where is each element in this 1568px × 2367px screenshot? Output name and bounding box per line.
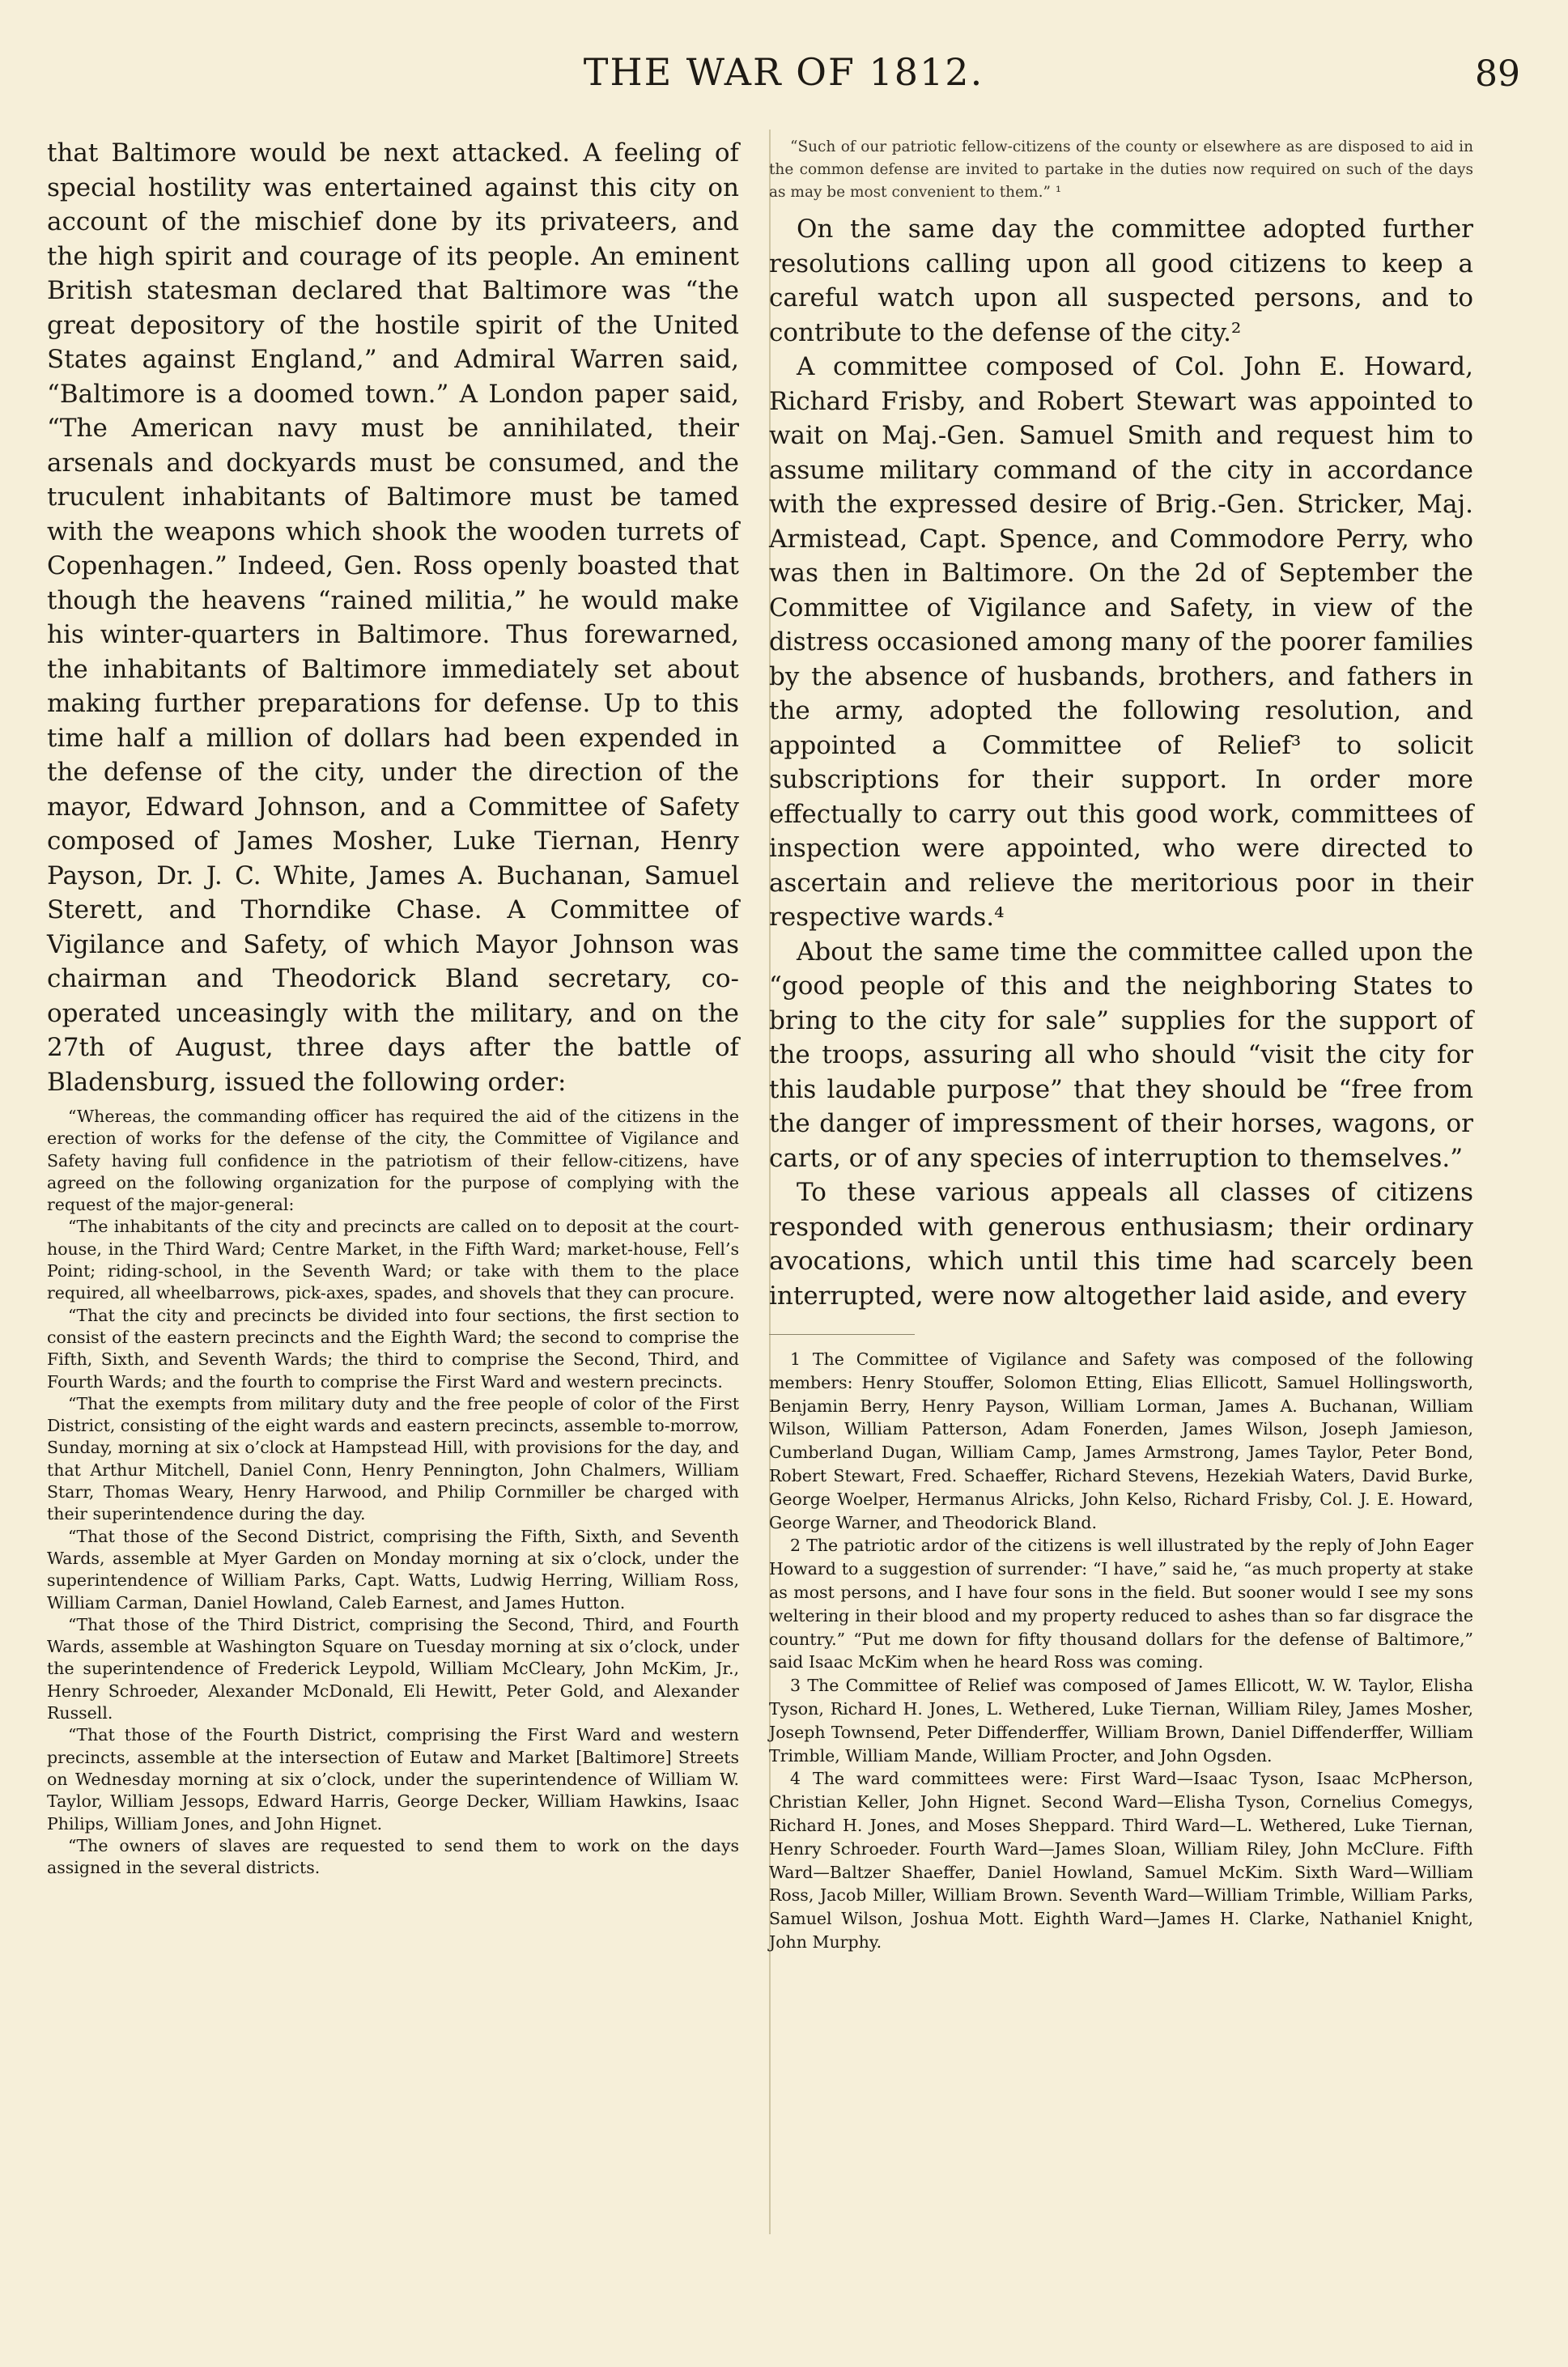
order-quote — [47, 1106, 739, 1879]
quote-paragraph: “The owners of slaves are requested to send them to work on the days assigned in the several districts. — [47, 1835, 739, 1878]
quote-paragraph: “That those of the Second District, comprising the Fifth, Sixth, and Seventh Wards, assemble at Myer Garden on Monday morning at six o’clock, under the superintendence of William Parks, Capt. Watts, Ludwig Herring, William Ross, William Carman, Daniel Howland, Caleb Earnest, and James Hutton. — [47, 1526, 739, 1613]
footnote: 3 The Committee of Relief was composed of James Ellicott, W. W. Taylor, Elisha Tyson, Richard H. Jones, L. Wethered, Luke Tiernan, William Riley, James Mosher, Joseph Townsend, Peter Diffenderffer, William Brown, Daniel Diffenderffer, William Trimble, William Mande, William Procter, and John Ogsden. — [769, 1676, 1473, 1766]
page-header — [47, 50, 1520, 99]
body-paragraph: that Baltimore would be next attacked. A feeling of special hostility was entertained against this city on account of the mischief done by its privateers, and the high spirit and courage of its people. An eminent British statesman declared that Baltimore was “the great depository of the hostile spirit of the United States against England,” and Admiral Warren said, “Baltimore is a doomed town.” A London paper said, “The American navy must be annihilated, their arsenals and dockyards must be consumed, and the truculent inhabitants of Baltimore must be tamed with the weapons which shook the wooden turrets of Copenhagen.” Indeed, Gen. Ross openly boasted that though the heavens “rained militia,” he would make his winter-quarters in Baltimore. Thus forewarned, the inhabitants of Baltimore immediately set about making further preparations for defense. Up to this time half a million of dollars had been expended in the defense of the city, under the direction of the mayor, Edward Johnson, and a Committee of Safety composed of James Mosher, Luke Tiernan, Henry Payson, Dr. J. C. White, James A. Buchanan, Samuel Sterett, and Thorndike Chase. A Committee of Vigilance and Safety, of which Mayor Johnson was chairman and Theodorick Bland secretary, co-operated unceasingly with the military, and on the 27th of August, three days after the battle of Bladensburg, issued the following order: — [47, 138, 739, 1097]
quote-paragraph: “That the city and precincts be divided into four sections, the first section to consist of the eastern precincts and the Eighth Ward; the second to comprise the Fifth, Sixth, and Seventh Wards; the third to comprise the Second, Third, and Fourth Wards; and the fourth to comprise the First Ward and western precincts. — [47, 1305, 739, 1392]
quote-paragraph: “The inhabitants of the city and precincts are called on to deposit at the court-house, in the Third Ward; Centre Market, in the Fifth Ward; market-house, Fell’s Point; riding-school, in the Seventh Ward; or take with them to the place required, all wheelbarrows, pick-axes, spades, and shovels that they can procure. — [47, 1217, 739, 1303]
left-column — [47, 136, 739, 1879]
quote-paragraph: “That those of the Third District, comprising the Second, Third, and Fourth Wards, assemble at Washington Square on Tuesday morning at six o’clock, under the superintendence of Frederick Leypold, William McCleary, John McKim, Jr., Henry Schroeder, Alexander McDonald, Eli Hewitt, Peter Gold, and Alexander Russell. — [47, 1614, 739, 1723]
body-paragraph: About the same time the committee called upon the “good people of this and the neighboring States to bring to the city for sale” supplies for the support of the troops, assuring all who should “visit the city for this laudable purpose” that they should be “free from the danger of impressment of their horses, wagons, or carts, or of any species of interruption to themselves.” — [769, 937, 1473, 1173]
body-paragraph: On the same day the committee adopted further resolutions calling upon all good citizens to keep a careful watch upon all suspected persons, and to contribute to the defense of the city.² — [769, 215, 1473, 347]
footnote: 2 The patriotic ardor of the citizens is well illustrated by the reply of John Eager Howard to a suggestion of surrender: “I have,” said he, “as much property at stake as most persons, and I have four sons in the field. But sooner would I see my sons weltering in their blood and my property reduced to ashes than so far disgrace the country.” “Put me down for fifty thousand dollars for the defense of Baltimore,” said Isaac McKim when he heard Ross was coming. — [769, 1536, 1473, 1672]
footnote: 1 The Committee of Vigilance and Safety was composed of the following members: Henry Stouffer, Solomon Etting, Elias Ellicott, Samuel Hollingsworth, Benjamin Berry, Henry Payson, William Lorman, James A. Buchanan, William Wilson, William Patterson, Adam Fonerden, James Wilson, Joseph Jamieson, Cumberland Dugan, William Camp, James Armstrong, James Taylor, Peter Bond, Robert Stewart, Fred. Schaeffer, Richard Stevens, Hezekiah Waters, David Burke, George Woelper, Hermanus Alricks, John Kelso, Richard Frisby, Col. J. E. Howard, George Warner, and Theodorick Bland. — [769, 1349, 1473, 1532]
footnotes — [769, 1348, 1473, 1954]
footnote: 4 The ward committees were: First Ward—Isaac Tyson, Isaac McPherson, Christian Keller, John Hignet. Second Ward—Elisha Tyson, Cornelius Comegys, Richard H. Jones, and Moses Sheppard. Third Ward—L. Wethered, Luke Tiernan, Henry Schroeder. Fourth Ward—James Sloan, William Riley, John McClure. Fifth Ward—Baltzer Shaeffer, Daniel Howland, Samuel McKim. Sixth Ward—William Ross, Jacob Miller, William Brown. Seventh Ward—William Trimble, William Parks, Samuel Wilson, Joshua Mott. Eighth Ward—James H. Clarke, Nathaniel Knight, John Murphy. — [769, 1769, 1473, 1952]
page-number: 89 — [1475, 53, 1520, 95]
quote-paragraph: “That the exempts from military duty and the free people of color of the First District, consisting of the eight wards and eastern precincts, assemble to-morrow, Sunday, morning at six o’clock at Hampstead Hill, with provisions for the day, and that Arthur Mitchell, Daniel Conn, Henry Pennington, John Chalmers, William Starr, Thomas Weary, Henry Harwood, and Philip Cornmiller be charged with their superintendence during the day. — [47, 1393, 739, 1524]
running-head: THE WAR OF 1812. — [583, 50, 984, 94]
quote-paragraph: “Whereas, the commanding officer has required the aid of the citizens in the erection of works for the defense of the city, the Committee of Vigilance and Safety having full confidence in the patriotism of their fellow-citizens, have agreed on the following organization for the purpose of complying with the request of the major-general: — [47, 1107, 739, 1215]
footnote-rule — [769, 1334, 915, 1335]
right-column — [769, 136, 1473, 1954]
body-paragraph: A committee composed of Col. John E. Howard, Richard Frisby, and Robert Stewart was appointed to wait on Maj.-Gen. Samuel Smith and request him to assume military command of the city in accordance with the expressed desire of Brig.-Gen. Stricker, Maj. Armistead, Capt. Spence, and Commodore Perry, who was then in Baltimore. On the 2d of September the Committee of Vigilance and Safety, in view of the distress occasioned among many of the poorer families by the absence of husbands, brothers, and fathers in the army, adopted the following resolution, and appointed a Committee of Relief³ to solicit subscriptions for their support. In order more effectually to carry out this good work, committees of inspection were appointed, who were directed to ascertain and relieve the meritorious poor in their respective wards.⁴ — [769, 352, 1473, 932]
body-paragraph: To these various appeals all classes of citizens responded with generous enthusiasm; their ordinary avocations, which until this time had scarcely been interrupted, were now altogether laid aside, and every — [769, 1178, 1473, 1311]
quote-continuation: “Such of our patriotic fellow-citizens of the county or elsewhere as are disposed to aid in the common defense are invited to partake in the duties now required on such of the days as may be most convenient to them.” ¹ — [769, 138, 1473, 201]
quote-paragraph: “That those of the Fourth District, comprising the First Ward and western precincts, assemble at the intersection of Eutaw and Market [Baltimore] Streets on Wednesday morning at six o’clock, under the superintendence of William W. Taylor, William Jessops, Edward Harris, George Decker, William Hawkins, Isaac Philips, William Jones, and John Hignet. — [47, 1725, 739, 1834]
